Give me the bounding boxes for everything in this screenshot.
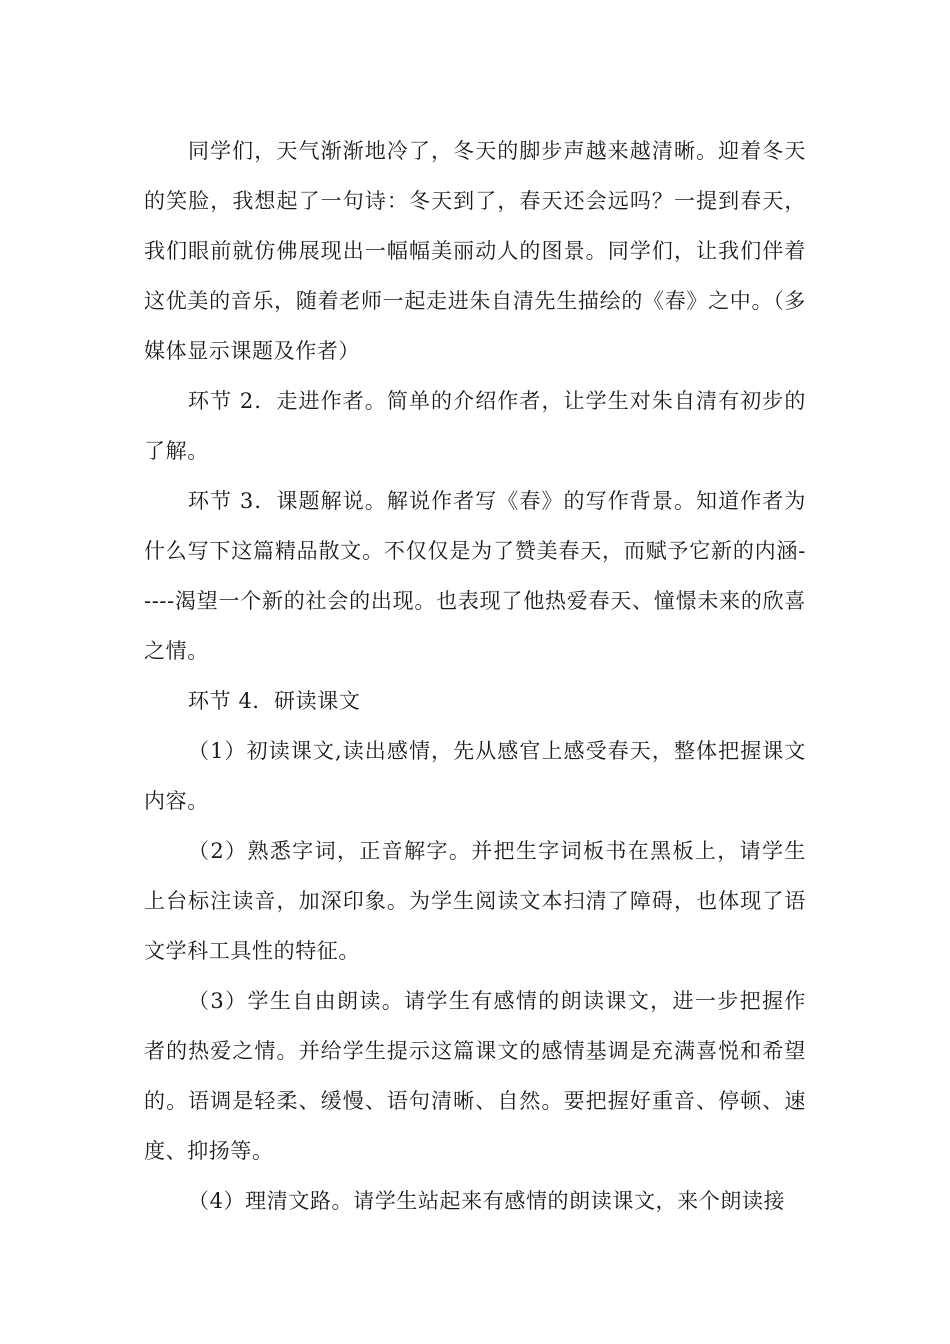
paragraph-step-4-item-2: （2）熟悉字词，正音解字。并把生字词板书在黑板上，请学生上台标注读音，加深印象。为学生阅读文本扫清了障碍，也体现了语文学科工具性的特征。 (144, 839, 806, 963)
paragraph-intro: 同学们，天气渐渐地冷了，冬天的脚步声越来越清晰。迎着冬天的笑脸，我想起了一句诗：冬天到了，春天还会远吗？一提到春天，我们眼前就仿佛展现出一幅幅美丽动人的图景。同学们，让我们伴着这优美的音乐，随着老师一起走进朱自清先生描绘的《春》之中。（多媒体显示课题及作者） (144, 139, 806, 363)
paragraph-step-4-item-1: （1）初读课文,读出感情，先从感官上感受春天，整体把握课文内容。 (144, 739, 806, 813)
paragraph-step-4-heading: 环节 4．研读课文 (188, 689, 361, 713)
paragraph-step-4-item-4: （4）理清文路。请学生站起来有感情的朗读课文，来个朗读接 (188, 1189, 786, 1213)
paragraph-step-2: 环节 2．走进作者。简单的介绍作者，让学生对朱自清有初步的了解。 (144, 389, 806, 463)
document-body (144, 126, 806, 1226)
paragraph-step-4-item-3: （3）学生自由朗读。请学生有感情的朗读课文，进一步把握作者的热爱之情。并给学生提示这篇课文的感情基调是充满喜悦和希望的。语调是轻柔、缓慢、语句清晰、自然。要把握好重音、停顿、速度、抑扬等。 (144, 989, 806, 1163)
paragraph-step-3: 环节 3．课题解说。解说作者写《春》的写作背景。知道作者为什么写下这篇精品散文。不仅仅是为了赞美春天，而赋予它新的内涵-----渴望一个新的社会的出现。也表现了他热爱春天、憧憬未来的欣喜之情。 (144, 489, 806, 663)
